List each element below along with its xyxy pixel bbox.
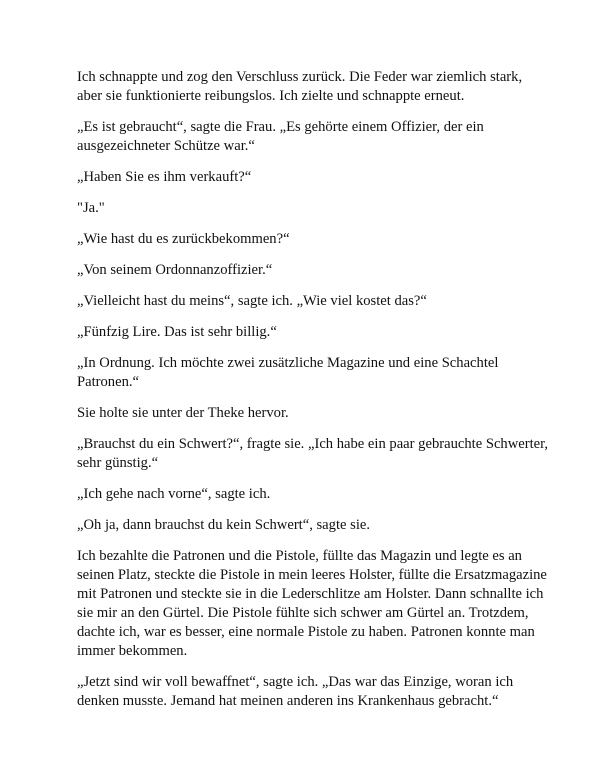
paragraph: „Es ist gebraucht“, sagte die Frau. „Es gehörte einem Offizier, der ein ausgezeichneter Schütze war.“ xyxy=(77,119,484,154)
paragraph: „Vielleicht hast du meins“, sagte ich. „Wie viel kostet das?“ xyxy=(77,293,427,309)
paragraph: Sie holte sie unter der Theke hervor. xyxy=(77,405,289,421)
paragraph: „Jetzt sind wir voll bewaffnet“, sagte ich. „Das war das Einzige, woran ich denken musste. Jemand hat meinen anderen ins Krankenhaus gebracht.“ xyxy=(77,674,514,709)
paragraph: "Ja." xyxy=(77,200,105,216)
paragraph: Ich schnappte und zog den Verschluss zurück. Die Feder war ziemlich stark, aber sie funktionierte reibungslos. Ich zielte und schnappte erneut. xyxy=(77,69,523,104)
paragraph: „Oh ja, dann brauchst du kein Schwert“, sagte sie. xyxy=(77,517,371,533)
paragraph: „Fünfzig Lire. Das ist sehr billig.“ xyxy=(77,324,277,340)
paragraph: „Wie hast du es zurückbekommen?“ xyxy=(77,231,290,247)
document-body xyxy=(77,68,549,723)
paragraph: „Von seinem Ordonnanzoffizier.“ xyxy=(77,262,273,278)
paragraph: „In Ordnung. Ich möchte zwei zusätzliche Magazine und eine Schachtel Patronen.“ xyxy=(77,355,499,390)
paragraph: „Haben Sie es ihm verkauft?“ xyxy=(77,169,252,185)
paragraph: „Ich gehe nach vorne“, sagte ich. xyxy=(77,486,271,502)
paragraph: „Brauchst du ein Schwert?“, fragte sie. „Ich habe ein paar gebrauchte Schwerter, sehr günstig.“ xyxy=(77,436,549,471)
paragraph: Ich bezahlte die Patronen und die Pistole, füllte das Magazin und legte es an seinen Platz, steckte die Pistole in mein leeres Holster, füllte die Ersatzmagazine mit Patronen und steckte sie in die Lederschlitze am Holster. Dann schnallte ich sie mir an den Gürtel. Die Pistole fühlte sich schwer am Gürtel an. Trotzdem, dachte ich, war es besser, eine normale Pistole zu haben. Patronen konnte man immer bekommen. xyxy=(77,548,547,659)
